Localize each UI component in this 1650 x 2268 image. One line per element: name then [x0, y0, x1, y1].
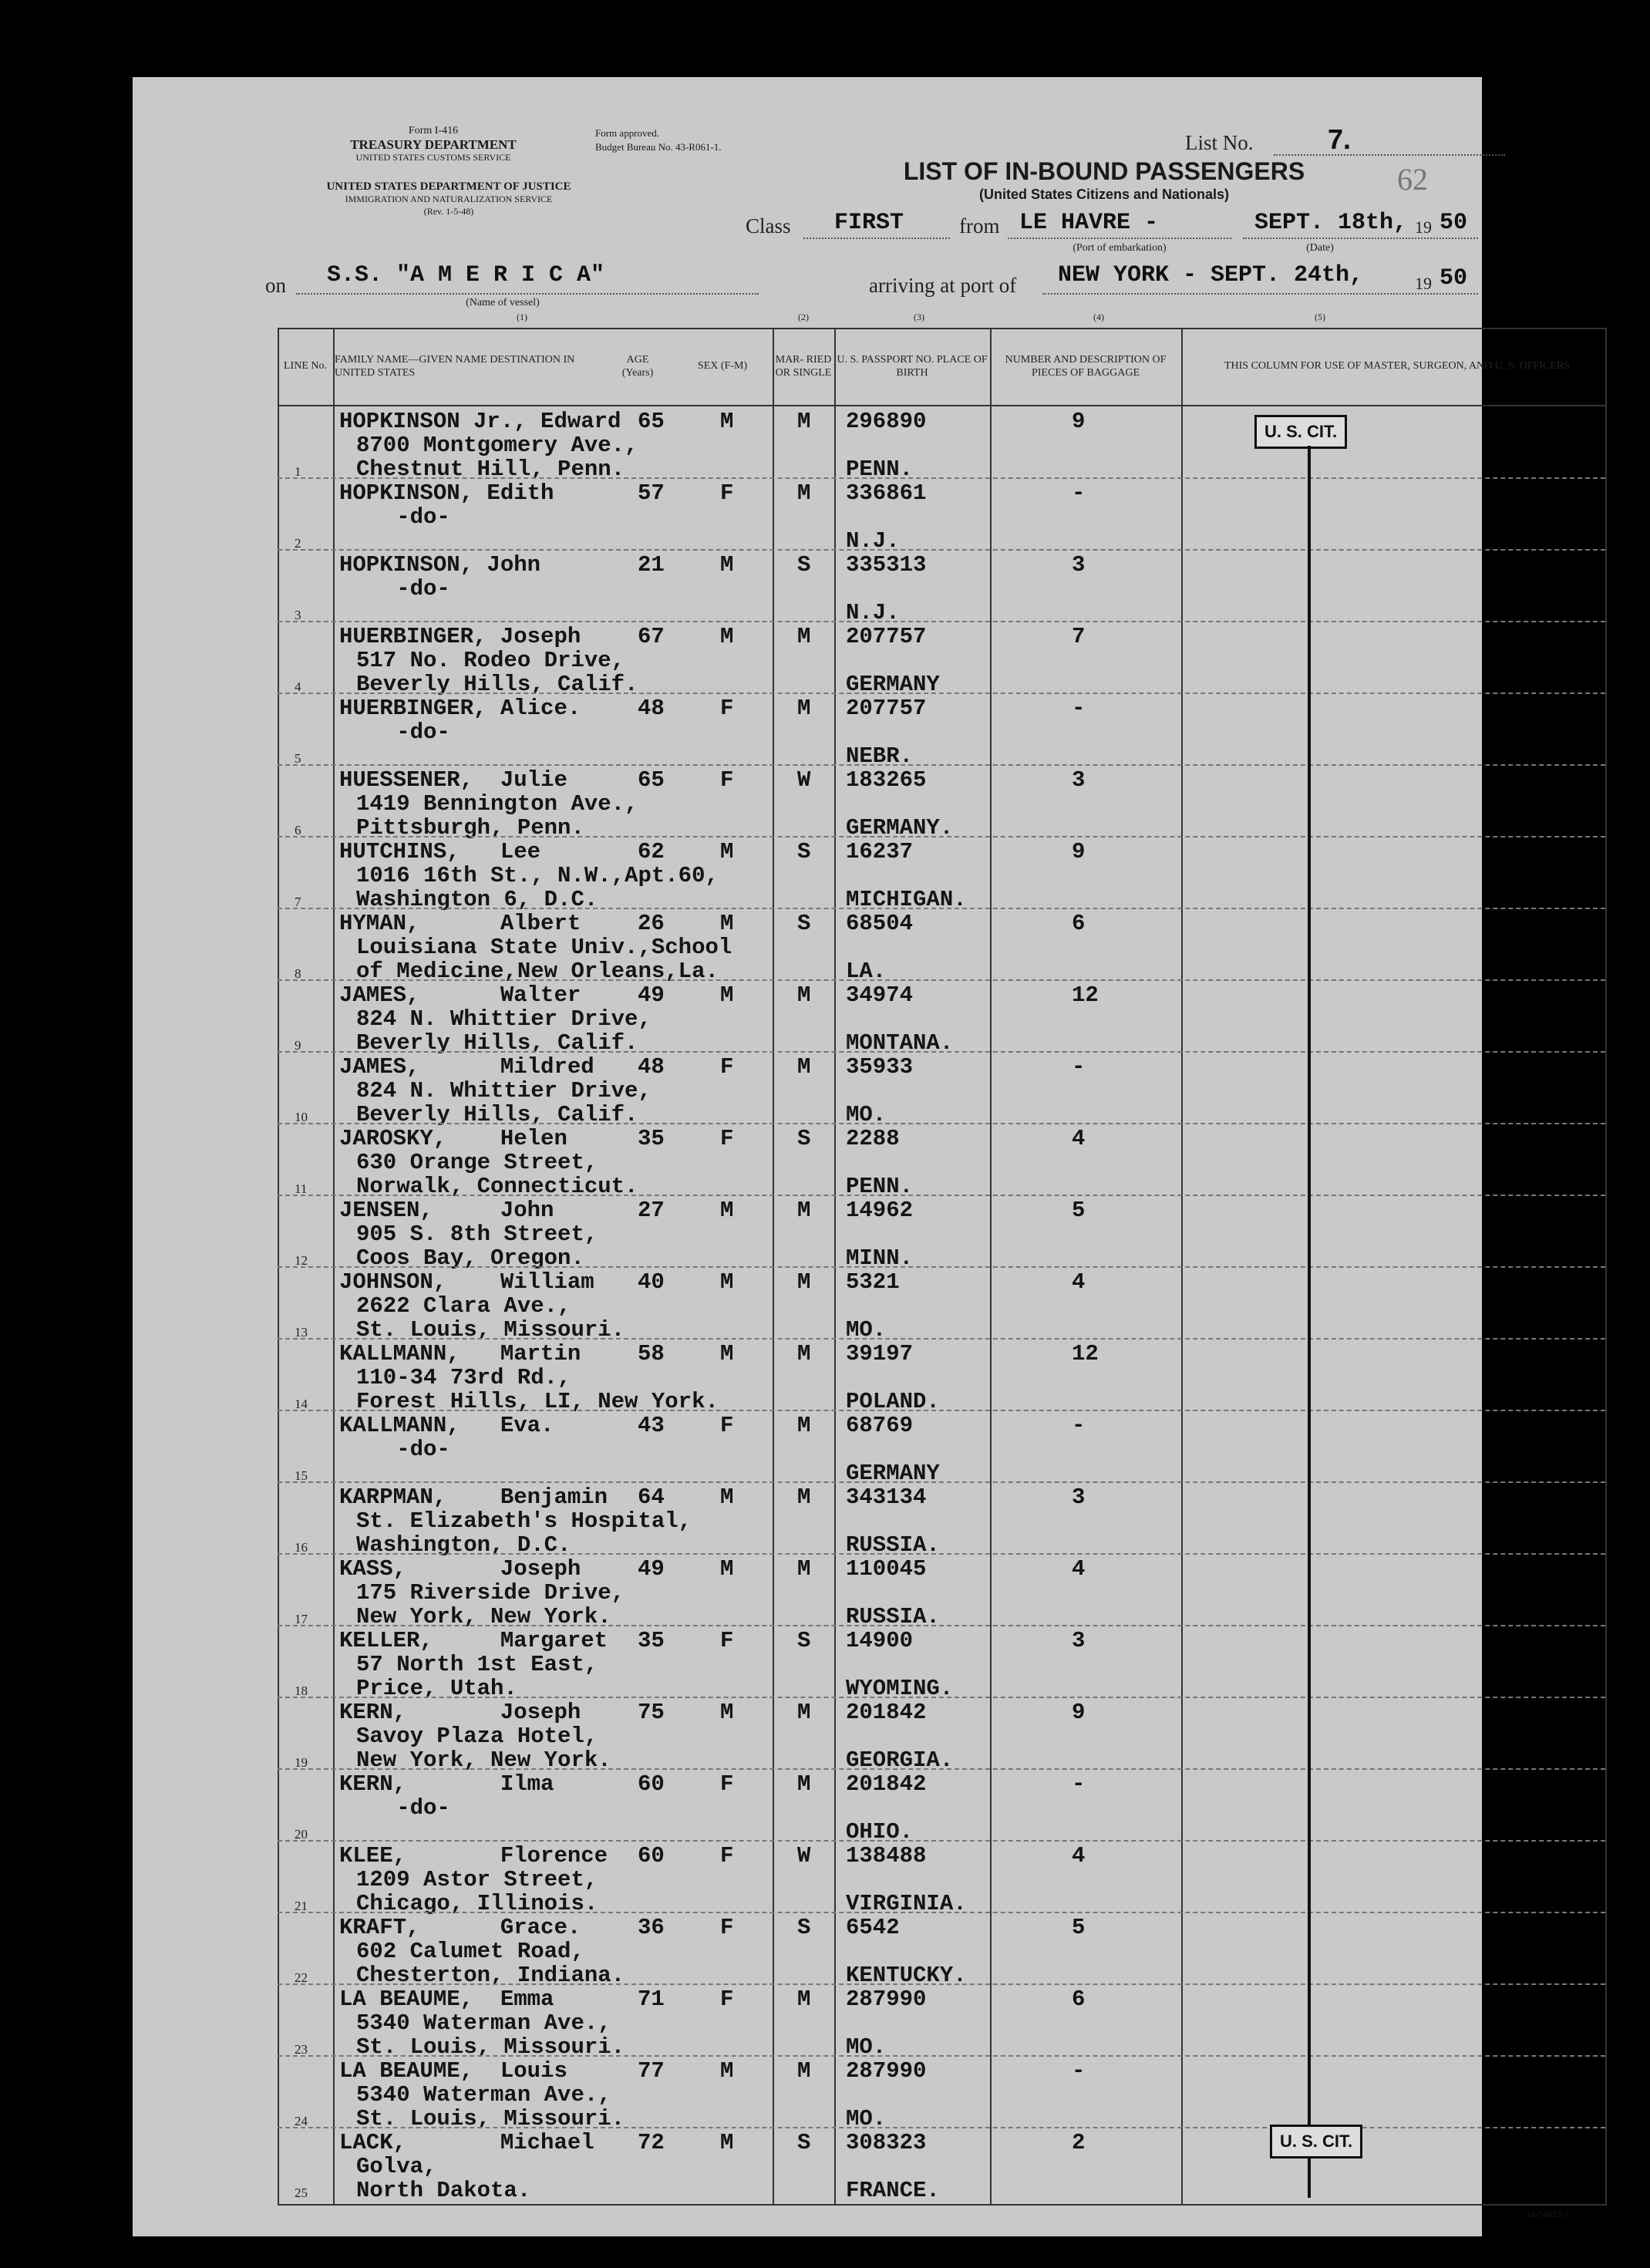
passport-number: 2288 [846, 1126, 900, 1151]
passenger-city: Beverly Hills, Calif. [356, 672, 638, 697]
baggage-count: - [1072, 1413, 1086, 1438]
col-passport: U. S. PASSPORT NO. PLACE OF BIRTH [837, 353, 988, 379]
line-number: 4 [295, 679, 301, 694]
passenger-address: 602 Calumet Road, [356, 1939, 584, 1964]
baggage-count: - [1072, 1054, 1086, 1080]
passport-number: 16237 [846, 839, 914, 864]
passenger-city: Chestnut Hill, Penn. [356, 457, 625, 482]
col-num-2: (2) [798, 312, 809, 322]
col-name: FAMILY NAME—GIVEN NAME DESTINATION IN UNITED STATES [335, 353, 575, 379]
class-value: FIRST [834, 210, 904, 236]
list-no-label: List No. [1185, 131, 1254, 154]
passport-number: 68504 [846, 911, 914, 936]
form-number: Form I-416 [408, 125, 459, 136]
passenger-city: Washington 6, D.C. [356, 887, 598, 912]
passenger-city: Coos Bay, Oregon. [356, 1245, 584, 1271]
baggage-count: 4 [1072, 1126, 1086, 1151]
passenger-marital: M [797, 480, 811, 506]
passenger-sex: M [720, 1198, 734, 1223]
passenger-name: HYMAN, Albert [339, 911, 581, 936]
passenger-address: Golva, [356, 2154, 437, 2179]
passenger-address: 905 S. 8th Street, [356, 1222, 598, 1247]
place-of-birth: FRANCE. [846, 2178, 940, 2203]
place-of-birth: RUSSIA. [846, 1532, 940, 1558]
passenger-address: St. Elizabeth's Hospital, [356, 1508, 692, 1534]
passenger-city: Forest Hills, LI, New York. [356, 1389, 719, 1414]
line-number: 9 [295, 1038, 301, 1053]
year-prefix-2: 19 [1415, 274, 1432, 293]
line-number: 6 [295, 823, 301, 837]
passenger-city: Price, Utah. [356, 1676, 517, 1701]
passenger-address: 5340 Waterman Ave., [356, 2010, 611, 2036]
passenger-address: Savoy Plaza Hotel, [356, 1724, 598, 1749]
passport-number: 34974 [846, 982, 914, 1008]
passenger-marital: M [797, 982, 811, 1008]
baggage-count: 12 [1072, 982, 1099, 1008]
line-number: 19 [295, 1755, 308, 1770]
passenger-age: 62 [638, 839, 665, 864]
passenger-sex: M [720, 1269, 734, 1295]
place-of-birth: WYOMING. [846, 1676, 954, 1701]
vessel-name: S.S. "A M E R I C A" [327, 262, 605, 288]
line-number: 20 [295, 1827, 308, 1842]
baggage-count: 4 [1072, 1269, 1086, 1295]
passenger-city: St. Louis, Missouri. [356, 2106, 625, 2132]
place-of-birth: MO. [846, 1317, 887, 1343]
passenger-city: Chesterton, Indiana. [356, 1963, 625, 1988]
passenger-sex: F [720, 1413, 734, 1438]
list-no: 7. [1328, 123, 1352, 155]
passenger-sex: F [720, 1771, 734, 1797]
baggage-count: 5 [1072, 1915, 1086, 1940]
passport-number: 183265 [846, 767, 927, 793]
col-num-3: (3) [914, 312, 924, 322]
baggage-count: 3 [1072, 1628, 1086, 1653]
passenger-address: 824 N. Whittier Drive, [356, 1006, 652, 1032]
passenger-address: 5340 Waterman Ave., [356, 2082, 611, 2108]
passport-number: 35933 [846, 1054, 914, 1080]
line-number: 8 [295, 966, 301, 981]
passenger-name: JENSEN, John [339, 1198, 554, 1223]
passenger-age: 65 [638, 767, 665, 793]
passenger-age: 67 [638, 624, 665, 649]
passenger-marital: M [797, 1269, 811, 1295]
passenger-name: HUERBINGER, Alice. [339, 696, 581, 721]
passenger-age: 48 [638, 696, 665, 721]
passenger-address: 2622 Clara Ave., [356, 1293, 571, 1319]
passenger-address: 1419 Bennington Ave., [356, 791, 638, 817]
passenger-sex: F [720, 696, 734, 721]
line-number: 13 [295, 1325, 308, 1340]
baggage-count: 7 [1072, 624, 1086, 649]
passenger-address: 517 No. Rodeo Drive, [356, 648, 625, 673]
passenger-marital: M [797, 1054, 811, 1080]
passenger-city: North Dakota. [356, 2178, 531, 2203]
line-number: 12 [295, 1253, 308, 1268]
baggage-count: 5 [1072, 1198, 1086, 1223]
col-married: MAR- RIED OR SINGLE [775, 353, 832, 379]
place-of-birth: NEBR. [846, 743, 914, 769]
passenger-sex: F [720, 1628, 734, 1653]
passenger-city: Beverly Hills, Calif. [356, 1030, 638, 1056]
passport-number: 138488 [846, 1843, 927, 1869]
passenger-address: 630 Orange Street, [356, 1150, 598, 1175]
place-of-birth: N.J. [846, 600, 900, 625]
passenger-marital: M [797, 1484, 811, 1510]
passenger-address: 175 Riverside Drive, [356, 1580, 625, 1606]
line-number: 3 [295, 608, 301, 622]
passenger-city: Beverly Hills, Calif. [356, 1102, 638, 1127]
line-number: 17 [295, 1612, 308, 1626]
baggage-count: 3 [1072, 552, 1086, 578]
passenger-city: New York, New York. [356, 1604, 611, 1629]
passenger-age: 57 [638, 480, 665, 506]
passenger-address: -do- [356, 504, 450, 530]
baggage-count: - [1072, 696, 1086, 721]
customs-service: UNITED STATES CUSTOMS SERVICE [355, 152, 511, 163]
passport-number: 6542 [846, 1915, 900, 1940]
passport-number: 296890 [846, 409, 927, 434]
passenger-name: KLEE, Florence [339, 1843, 608, 1869]
from-value: LE HAVRE - [1019, 210, 1159, 236]
passenger-age: 43 [638, 1413, 665, 1438]
passenger-name: LA BEAUME, Louis [339, 2058, 567, 2084]
justice-dept: UNITED STATES DEPARTMENT OF JUSTICE [326, 180, 571, 193]
baggage-count: 9 [1072, 839, 1086, 864]
passenger-age: 40 [638, 1269, 665, 1295]
baggage-count: 4 [1072, 1556, 1086, 1582]
passenger-marital: M [797, 409, 811, 434]
baggage-count: - [1072, 1771, 1086, 1797]
place-of-birth: POLAND. [846, 1389, 940, 1414]
passenger-age: 26 [638, 911, 665, 936]
place-of-birth: MONTANA. [846, 1030, 954, 1056]
passport-number: 335313 [846, 552, 927, 578]
passenger-marital: S [797, 1915, 811, 1940]
passport-number: 287990 [846, 2058, 927, 2084]
passenger-sex: M [720, 839, 734, 864]
passenger-marital: M [797, 1987, 811, 2012]
passenger-marital: W [797, 1843, 811, 1869]
place-of-birth: MINN. [846, 1245, 914, 1271]
line-number: 1 [295, 464, 301, 479]
passport-number: 287990 [846, 1987, 927, 2012]
line-number: 2 [295, 536, 301, 551]
place-of-birth: PENN. [846, 457, 914, 482]
passenger-name: JAROSKY, Helen [339, 1126, 567, 1151]
passenger-name: LA BEAUME, Emma [339, 1987, 554, 2012]
baggage-count: - [1072, 480, 1086, 506]
passenger-marital: W [797, 767, 811, 793]
passenger-marital: M [797, 1198, 811, 1223]
passenger-age: 35 [638, 1628, 665, 1653]
passenger-sex: F [720, 480, 734, 506]
passenger-sex: F [720, 1843, 734, 1869]
place-of-birth: N.J. [846, 528, 900, 554]
baggage-count: - [1072, 2058, 1086, 2084]
passport-number: 14900 [846, 1628, 914, 1653]
passport-number: 207757 [846, 696, 927, 721]
passenger-address: -do- [356, 719, 450, 745]
passenger-marital: M [797, 1700, 811, 1725]
passenger-sex: M [720, 409, 734, 434]
passenger-sex: M [720, 1556, 734, 1582]
passenger-sex: F [720, 1054, 734, 1080]
budget-bureau: Budget Bureau No. 43-R061-1. [595, 141, 722, 153]
line-number: 10 [295, 1110, 308, 1124]
passenger-marital: M [797, 624, 811, 649]
passenger-sex: M [720, 1341, 734, 1367]
passenger-marital: S [797, 911, 811, 936]
passenger-address: -do- [356, 576, 450, 602]
passenger-sex: F [720, 1987, 734, 2012]
passenger-city: Norwalk, Connecticut. [356, 1174, 638, 1199]
passenger-sex: M [720, 1700, 734, 1725]
baggage-count: 9 [1072, 1700, 1086, 1725]
passenger-marital: S [797, 839, 811, 864]
passenger-sex: F [720, 767, 734, 793]
passenger-marital: M [797, 1771, 811, 1797]
passport-number: 39197 [846, 1341, 914, 1367]
line-number: 23 [295, 2042, 308, 2057]
place-of-birth: VIRGINIA. [846, 1891, 967, 1916]
passenger-name: LACK, Michael [339, 2130, 594, 2155]
line-number: 22 [295, 1970, 308, 1985]
col-sex: SEX (F-M) [697, 360, 748, 372]
passenger-age: 60 [638, 1843, 665, 1869]
passenger-name: KERN, Ilma [339, 1771, 554, 1797]
passenger-age: 48 [638, 1054, 665, 1080]
passenger-sex: M [720, 552, 734, 578]
passenger-address: 1209 Astor Street, [356, 1867, 598, 1892]
year-1: 50 [1440, 210, 1468, 236]
passenger-sex: M [720, 2058, 734, 2084]
line-number: 14 [295, 1397, 308, 1411]
baggage-count: 6 [1072, 1987, 1086, 2012]
passenger-name: HOPKINSON Jr., Edward [339, 409, 621, 434]
place-of-birth: OHIO. [846, 1819, 914, 1845]
line-number: 11 [295, 1181, 308, 1196]
passenger-marital: M [797, 696, 811, 721]
date-label: (Date) [1306, 242, 1334, 254]
on-label: on [265, 274, 286, 297]
passenger-city: New York, New York. [356, 1747, 611, 1773]
passenger-age: 58 [638, 1341, 665, 1367]
passenger-marital: M [797, 1413, 811, 1438]
bracket-line [1308, 446, 1311, 2198]
place-of-birth: RUSSIA. [846, 1604, 940, 1629]
passport-number: 201842 [846, 1771, 927, 1797]
baggage-count: 3 [1072, 767, 1086, 793]
passenger-address: 1016 16th St., N.W.,Apt.60, [356, 863, 719, 888]
place-of-birth: PENN. [846, 1174, 914, 1199]
passenger-age: 49 [638, 982, 665, 1008]
passenger-name: HOPKINSON, Edith [339, 480, 554, 506]
class-label: Class [746, 214, 791, 238]
passenger-sex: M [720, 2130, 734, 2155]
passenger-name: HOPKINSON, John [339, 552, 541, 578]
passenger-sex: M [720, 1484, 734, 1510]
passenger-name: KRAFT, Grace. [339, 1915, 581, 1940]
col-num-1: (1) [517, 312, 527, 322]
passenger-age: 64 [638, 1484, 665, 1510]
passenger-marital: M [797, 1556, 811, 1582]
passenger-address: -do- [356, 1795, 450, 1821]
document-subtitle: (United States Citizens and Nationals) [978, 187, 1230, 202]
place-of-birth: GEORGIA. [846, 1747, 954, 1773]
place-of-birth: MO. [846, 2034, 887, 2060]
us-citizen-stamp-top: U. S. CIT. [1254, 415, 1347, 449]
passenger-sex: M [720, 982, 734, 1008]
page-mark: 62 [1397, 162, 1428, 197]
passenger-age: 71 [638, 1987, 665, 2012]
departure-date: SEPT. 18th, [1254, 210, 1408, 236]
passenger-age: 49 [638, 1556, 665, 1582]
form-approved: Form approved. [595, 127, 660, 139]
place-of-birth: MO. [846, 2106, 887, 2132]
passenger-city: Chicago, Illinois. [356, 1891, 598, 1916]
passenger-name: JOHNSON, William [339, 1269, 594, 1295]
revision: (Rev. 1-5-48) [423, 206, 474, 217]
baggage-count: 9 [1072, 409, 1086, 434]
col-line-no: LINE No. [284, 360, 327, 372]
col-officers: THIS COLUMN FOR USE OF MASTER, SURGEON, AND U. S. OFFICERS [1224, 360, 1571, 372]
manifest-page [133, 77, 1571, 2236]
passenger-name: KALLMANN, Martin [339, 1341, 581, 1367]
baggage-count: 4 [1072, 1843, 1086, 1869]
passenger-age: 60 [638, 1771, 665, 1797]
place-of-birth: KENTUCKY. [846, 1963, 967, 1988]
passenger-name: JAMES, Mildred [339, 1054, 594, 1080]
passenger-sex: F [720, 1915, 734, 1940]
baggage-count: 12 [1072, 1341, 1099, 1367]
passenger-city: of Medicine,New Orleans,La. [356, 959, 719, 984]
passenger-city: Washington, D.C. [356, 1532, 571, 1558]
place-of-birth: MO. [846, 1102, 887, 1127]
arrival-value: NEW YORK - SEPT. 24th, [1058, 262, 1364, 288]
passenger-city: St. Louis, Missouri. [356, 1317, 625, 1343]
line-number: 7 [295, 895, 301, 909]
place-of-birth: GERMANY [846, 1461, 940, 1486]
passenger-age: 21 [638, 552, 665, 578]
passport-number: 343134 [846, 1484, 927, 1510]
line-number: 21 [295, 1899, 308, 1913]
treasury-dept: TREASURY DEPARTMENT [350, 137, 517, 152]
passport-number: 207757 [846, 624, 927, 649]
passenger-age: 27 [638, 1198, 665, 1223]
passport-number: 5321 [846, 1269, 900, 1295]
place-of-birth: MICHIGAN. [846, 887, 967, 912]
place-of-birth: GERMANY. [846, 815, 954, 841]
line-number: 24 [295, 2114, 308, 2128]
passenger-marital: S [797, 1126, 811, 1151]
passport-number: 308323 [846, 2130, 927, 2155]
passenger-name: HUTCHINS, Lee [339, 839, 541, 864]
arriving-label: arriving at port of [869, 274, 1017, 297]
passenger-marital: M [797, 2058, 811, 2084]
passenger-age: 36 [638, 1915, 665, 1940]
passenger-name: HUERBINGER, Joseph [339, 624, 581, 649]
col-num-4: (4) [1093, 312, 1104, 322]
baggage-count: 2 [1072, 2130, 1086, 2155]
passenger-address: -do- [356, 1437, 450, 1462]
passenger-address: Louisiana State Univ.,School [356, 935, 732, 960]
passenger-sex: M [720, 624, 734, 649]
ins-service: IMMIGRATION AND NATURALIZATION SERVICE [345, 194, 553, 204]
place-of-birth: GERMANY [846, 672, 940, 697]
passenger-age: 77 [638, 2058, 665, 2084]
passenger-name: JAMES, Walter [339, 982, 581, 1008]
passenger-age: 72 [638, 2130, 665, 2155]
baggage-count: 3 [1072, 1484, 1086, 1510]
passenger-name: KELLER, Margaret [339, 1628, 608, 1653]
passenger-name: KASS, Joseph [339, 1556, 581, 1582]
from-label: from [959, 214, 1000, 238]
passenger-name: KERN, Joseph [339, 1700, 581, 1725]
place-of-birth: LA. [846, 959, 887, 984]
passenger-address: 824 N. Whittier Drive, [356, 1078, 652, 1104]
print-code: 16-54652-1 [1526, 2209, 1569, 2219]
year-prefix-1: 19 [1415, 217, 1432, 237]
passenger-name: HUESSENER, Julie [339, 767, 567, 793]
passenger-name: KALLMANN, Eva. [339, 1413, 554, 1438]
col-num-5: (5) [1315, 312, 1325, 322]
col-age: AGE (Years) [621, 353, 654, 379]
line-number: 16 [295, 1540, 308, 1555]
port-embarkation-label: (Port of embarkation) [1072, 242, 1167, 254]
vessel-label: (Name of vessel) [466, 297, 540, 308]
line-number: 15 [295, 1468, 308, 1483]
passenger-marital: S [797, 1628, 811, 1653]
passport-number: 201842 [846, 1700, 927, 1725]
passenger-address: 57 North 1st East, [356, 1652, 598, 1677]
passport-number: 336861 [846, 480, 927, 506]
passenger-city: Pittsburgh, Penn. [356, 815, 584, 841]
line-number: 5 [295, 751, 301, 766]
passport-number: 68769 [846, 1413, 914, 1438]
col-baggage: NUMBER AND DESCRIPTION OF PIECES OF BAGGAGE [1005, 353, 1167, 379]
baggage-count: 6 [1072, 911, 1086, 936]
line-number: 18 [295, 1683, 308, 1698]
passenger-age: 75 [638, 1700, 665, 1725]
passenger-sex: M [720, 911, 734, 936]
passenger-address: 8700 Montgomery Ave., [356, 433, 638, 458]
us-citizen-stamp-bottom: U. S. CIT. [1270, 2125, 1362, 2158]
passenger-marital: S [797, 552, 811, 578]
passport-number: 110045 [846, 1556, 927, 1582]
passenger-city: St. Louis, Missouri. [356, 2034, 625, 2060]
passenger-name: KARPMAN, Benjamin [339, 1484, 608, 1510]
year-2: 50 [1440, 265, 1468, 292]
document-title: LIST OF IN-BOUND PASSENGERS [903, 157, 1305, 185]
passenger-address: 110-34 73rd Rd., [356, 1365, 571, 1390]
passenger-sex: F [720, 1126, 734, 1151]
passenger-marital: M [797, 1341, 811, 1367]
passenger-age: 35 [638, 1126, 665, 1151]
passenger-marital: S [797, 2130, 811, 2155]
line-number: 25 [295, 2185, 308, 2200]
passenger-age: 65 [638, 409, 665, 434]
passport-number: 14962 [846, 1198, 914, 1223]
